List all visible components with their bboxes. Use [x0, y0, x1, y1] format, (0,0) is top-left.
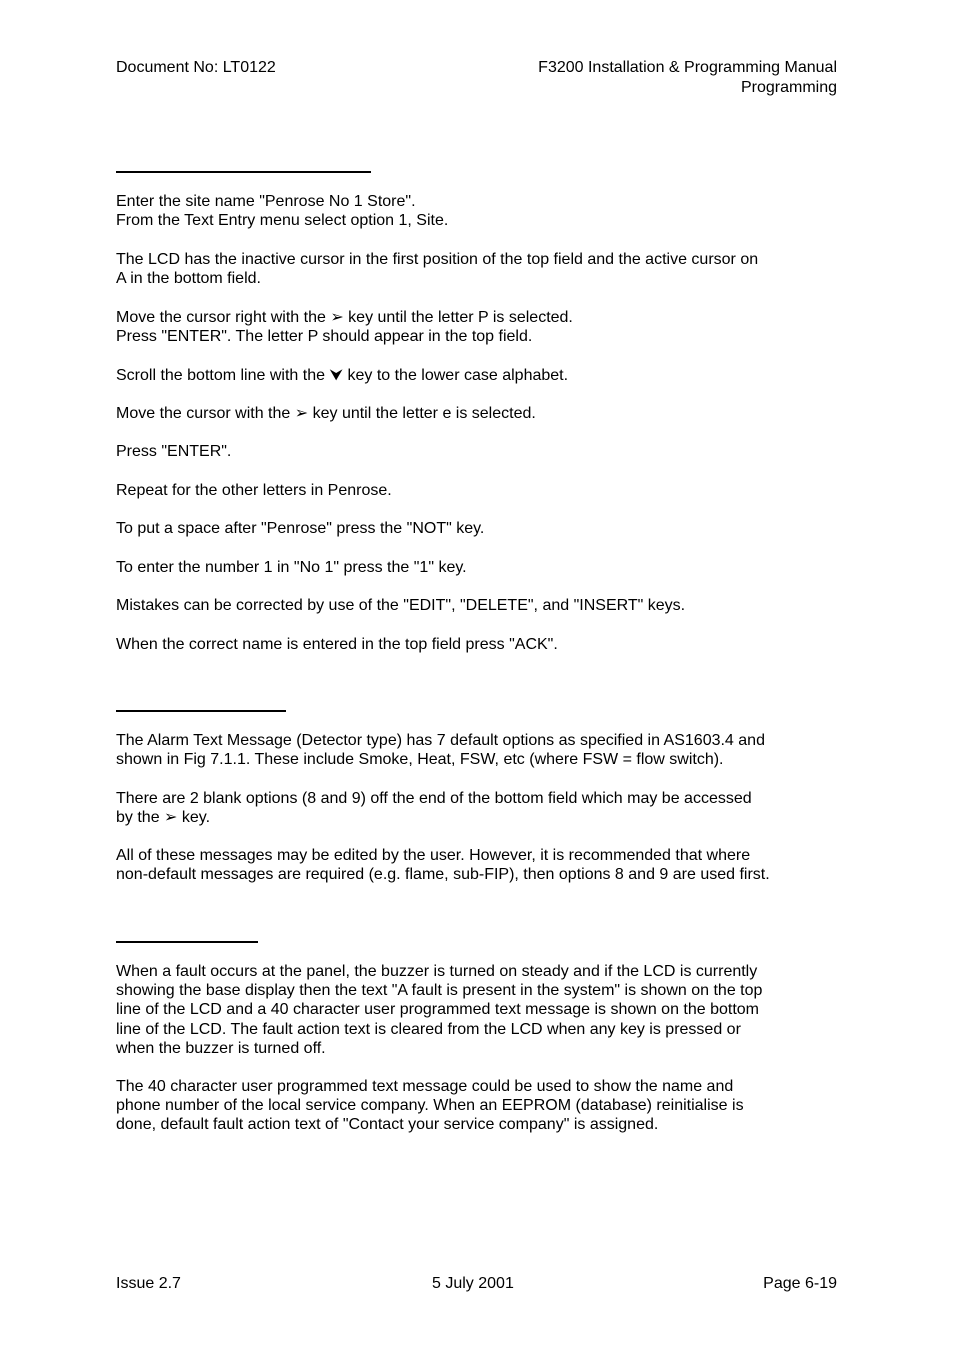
paragraph: Press "ENTER".: [116, 443, 232, 460]
paragraph: [116, 962, 841, 1058]
text-line: All of these messages may be edited by the user. However, it is recommended that where: [116, 847, 751, 864]
text-line: When a fault occurs at the panel, the buzzer is turned on steady and if the LCD is currently: [116, 963, 758, 980]
text-line: A in the bottom field.: [116, 270, 261, 288]
section-name: Programming: [740, 79, 837, 96]
paragraph: [116, 250, 841, 288]
page-number: Page 6-19: [763, 1275, 837, 1292]
paragraph: To put a space after "Penrose" press the "NOT" key.: [116, 520, 485, 537]
issue-date: 5 July 2001: [432, 1275, 514, 1292]
paragraph: Scroll the bottom line with the ⮟ key to the lower case alphabet.: [116, 367, 569, 384]
paragraph: Move the cursor with the ➢ key until the letter e is selected.: [116, 405, 536, 422]
text-line: shown in Fig 7.1.1. These include Smoke, Heat, FSW, etc (where FSW = flow switch).: [116, 751, 724, 769]
text-line: non-default messages are required (e.g. flame, sub-FIP), then options 8 and 9 are used first.: [116, 866, 770, 884]
document-number: Document No: LT0122: [116, 59, 276, 76]
text-line: The LCD has the inactive cursor in the first position of the top field and the active cursor on: [116, 251, 759, 268]
paragraph: [116, 192, 841, 230]
paragraph: Repeat for the other letters in Penrose.: [116, 482, 392, 499]
section-heading-rule-1: [116, 171, 371, 173]
paragraph: When the correct name is entered in the top field press "ACK".: [116, 636, 558, 653]
text-line: There are 2 blank options (8 and 9) off the end of the bottom field which may be accessed: [116, 790, 752, 807]
text-line: by the ➢ key.: [116, 809, 211, 827]
text-line: From the Text Entry menu select option 1, Site.: [116, 212, 449, 230]
paragraph: [116, 1077, 841, 1135]
text-line: Move the cursor right with the ➢ key until the letter P is selected.: [116, 309, 573, 326]
text-line: when the buzzer is turned off.: [116, 1039, 326, 1057]
paragraph: [116, 789, 841, 827]
paragraph: To enter the number 1 in "No 1" press the "1" key.: [116, 559, 467, 576]
text-line: Press "ENTER". The letter P should appear in the top field.: [116, 328, 533, 346]
paragraph: [116, 846, 841, 884]
paragraph: [116, 731, 841, 769]
text-line: phone number of the local service company. When an EEPROM (database) reinitialise is: [116, 1097, 744, 1115]
text-line: line of the LCD. The fault action text is cleared from the LCD when any key is pressed or: [116, 1020, 741, 1038]
paragraph: [116, 308, 841, 346]
text-line: done, default fault action text of "Contact your service company" is assigned.: [116, 1116, 659, 1134]
section-heading-rule-3: [116, 941, 258, 943]
text-line: The 40 character user programmed text message could be used to show the name and: [116, 1078, 734, 1095]
text-line: line of the LCD and a 40 character user programmed text message is shown on the bottom: [116, 1001, 760, 1019]
text-line: The Alarm Text Message (Detector type) has 7 default options as specified in AS1603.4 and: [116, 732, 765, 749]
issue-number: Issue 2.7: [116, 1275, 181, 1292]
text-line: showing the base display then the text "A fault is present in the system" is shown on the top: [116, 982, 763, 1000]
section-heading-rule-2: [116, 710, 286, 712]
paragraph: Mistakes can be corrected by use of the "EDIT", "DELETE", and "INSERT" keys.: [116, 597, 686, 614]
text-line: Enter the site name "Penrose No 1 Store".: [116, 193, 416, 210]
manual-title: F3200 Installation & Programming Manual: [538, 59, 837, 76]
